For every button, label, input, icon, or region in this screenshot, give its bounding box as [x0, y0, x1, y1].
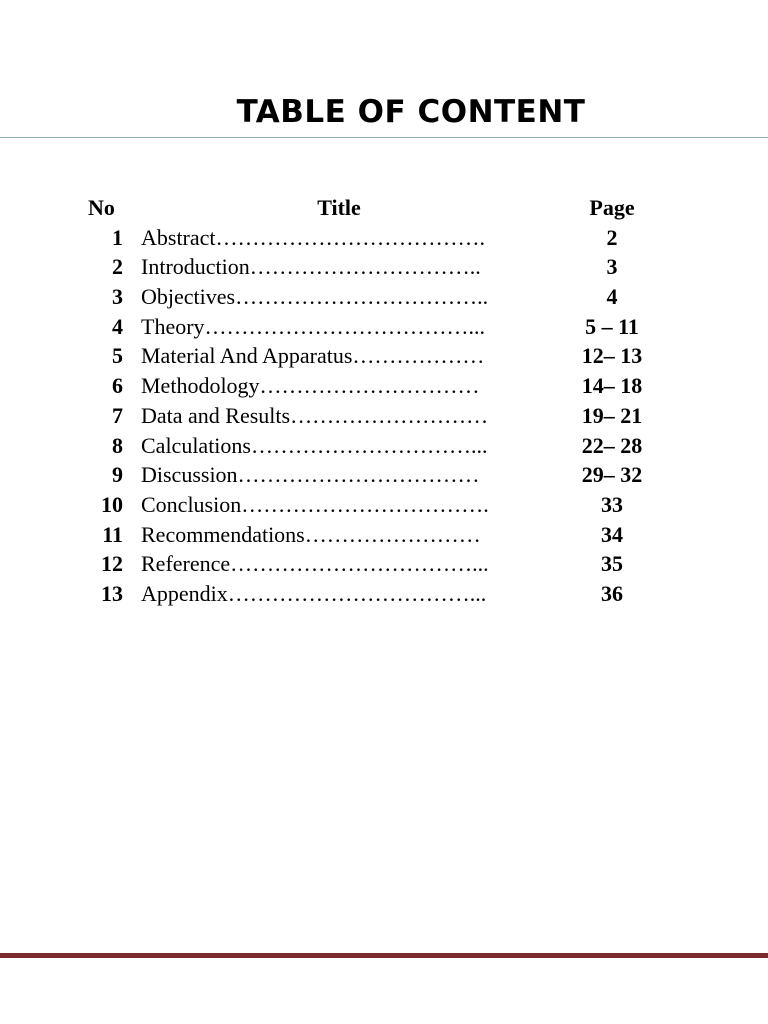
title-divider — [0, 137, 768, 138]
toc-entry-number: 9 — [112, 462, 123, 488]
toc-entry-title: Data and Results……………………… — [141, 402, 489, 428]
toc-entry-number: 3 — [112, 284, 123, 310]
toc-entry — [0, 549, 768, 579]
toc-entry-page: 2 — [606, 224, 618, 250]
toc-entry-number: 10 — [101, 491, 123, 517]
toc-entry-page: 29– 32 — [581, 462, 643, 488]
toc-entry-title: Objectives…………………………….. — [141, 284, 489, 310]
toc-entry — [0, 520, 768, 550]
table-of-contents — [0, 193, 768, 609]
toc-entry-number: 8 — [112, 432, 123, 458]
toc-entry — [0, 431, 768, 461]
page-title: TABLE OF CONTENT — [236, 94, 586, 130]
toc-entry — [0, 312, 768, 342]
toc-entry-title: Methodology………………………… — [141, 373, 480, 399]
toc-entry — [0, 223, 768, 253]
toc-entry-page: 3 — [606, 254, 618, 280]
toc-entry-title: Calculations…………………………... — [141, 432, 488, 458]
toc-entry-title: Discussion…………………………… — [141, 462, 480, 488]
toc-entry-page: 34 — [601, 521, 623, 547]
toc-entry-number: 11 — [102, 521, 123, 547]
toc-entry-page: 35 — [601, 551, 623, 577]
toc-entry-page: 12– 13 — [581, 343, 643, 369]
toc-entry — [0, 252, 768, 282]
toc-entry-number: 12 — [101, 551, 123, 577]
toc-entry-page: 4 — [606, 284, 618, 310]
toc-entry-page: 33 — [601, 491, 623, 517]
toc-entry — [0, 341, 768, 371]
toc-entry-title: Conclusion……………………………. — [141, 491, 489, 517]
toc-entry-page: 14– 18 — [581, 373, 643, 399]
toc-entry-number: 7 — [112, 402, 123, 428]
toc-entry — [0, 401, 768, 431]
toc-entry — [0, 371, 768, 401]
toc-entry-title: Reference……………………………... — [141, 551, 489, 577]
column-header-no: No — [88, 195, 115, 220]
toc-entry-number: 6 — [112, 373, 123, 399]
toc-entry — [0, 579, 768, 609]
toc-entry-title: Introduction………………………….. — [141, 254, 481, 280]
toc-entry-number: 2 — [112, 254, 123, 280]
toc-entries — [0, 223, 768, 609]
column-header-title: Title — [317, 195, 361, 220]
column-header-page: Page — [589, 195, 635, 220]
toc-entry-page: 5 – 11 — [585, 313, 639, 339]
toc-entry-page: 22– 28 — [581, 432, 643, 458]
toc-entry-page: 19– 21 — [581, 402, 643, 428]
toc-entry-title: Abstract………………………………. — [141, 224, 486, 250]
toc-entry-page: 36 — [601, 580, 623, 606]
toc-entry — [0, 460, 768, 490]
toc-entry-title: Recommendations…………………… — [141, 521, 481, 547]
toc-entry-title: Appendix……………………………... — [141, 580, 487, 606]
toc-entry-number: 5 — [112, 343, 123, 369]
toc-entry-title: Material And Apparatus……………… — [141, 343, 485, 369]
toc-entry — [0, 490, 768, 520]
toc-entry-title: Theory………………………………... — [141, 313, 486, 339]
toc-entry-number: 1 — [112, 224, 123, 250]
footer-divider — [0, 953, 768, 958]
toc-entry-number: 13 — [101, 580, 123, 606]
toc-entry-number: 4 — [112, 313, 123, 339]
toc-header-row — [0, 193, 768, 223]
toc-entry — [0, 282, 768, 312]
